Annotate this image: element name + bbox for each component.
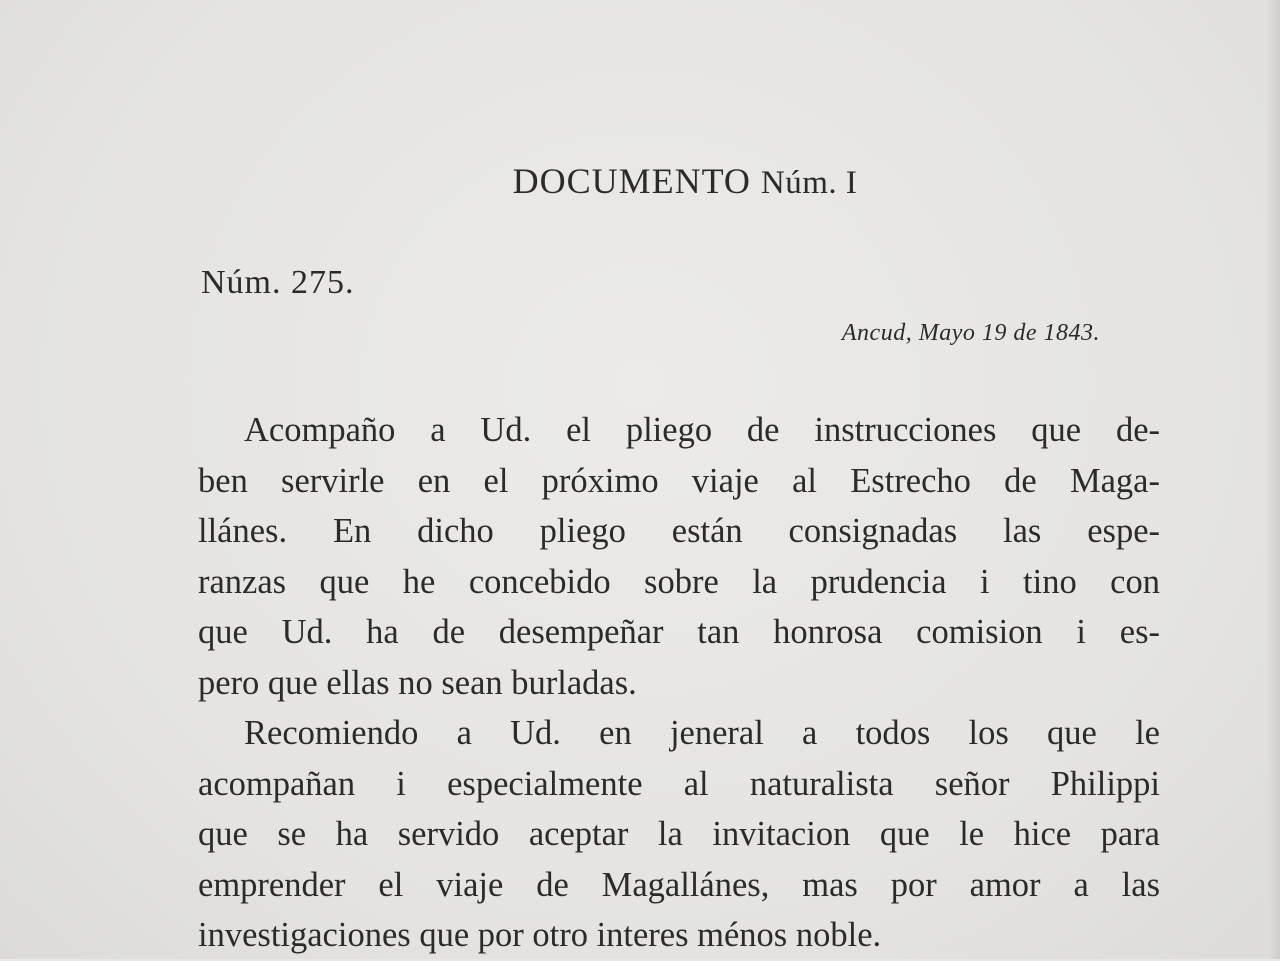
heading-number: Núm. I (760, 165, 858, 201)
text-line: Acompaño a Ud. el pliego de instrucciones que de- (244, 411, 1160, 449)
text-line: que Ud. ha de desempeñar tan honrosa comision i es- (198, 613, 1160, 651)
paragraph-2 (198, 708, 1160, 961)
text-line: investigaciones que por otro interes ménos noble. (198, 916, 882, 954)
text-line: llánes. En dicho pliego están consignadas las espe- (198, 512, 1160, 550)
document-heading (0, 160, 1280, 202)
place-date: Ancud, Mayo 19 de 1843. (841, 320, 1100, 346)
text-line: pero que ellas no sean burladas. (198, 663, 637, 702)
paragraph-1 (198, 405, 1160, 708)
letter-body (198, 405, 1160, 961)
heading-title: DOCUMENTO (512, 161, 751, 201)
text-line: emprender el viaje de Magallánes, mas por amor a las (198, 865, 1160, 904)
page-edge (1266, 0, 1280, 959)
text-line: ben servirle en el próximo viaje al Estrecho de Maga- (198, 461, 1160, 500)
text-line: Recomiendo a Ud. en jeneral a todos los que le (244, 714, 1160, 752)
text-line: acompañan i especialmente al naturalista señor Philippi (198, 764, 1160, 803)
text-line: que se ha servido aceptar la invitacion que le hice para (198, 815, 1160, 853)
document-number: Núm. 275. (201, 264, 355, 301)
text-line: ranzas que he concebido sobre la prudencia i tino con (198, 562, 1160, 601)
